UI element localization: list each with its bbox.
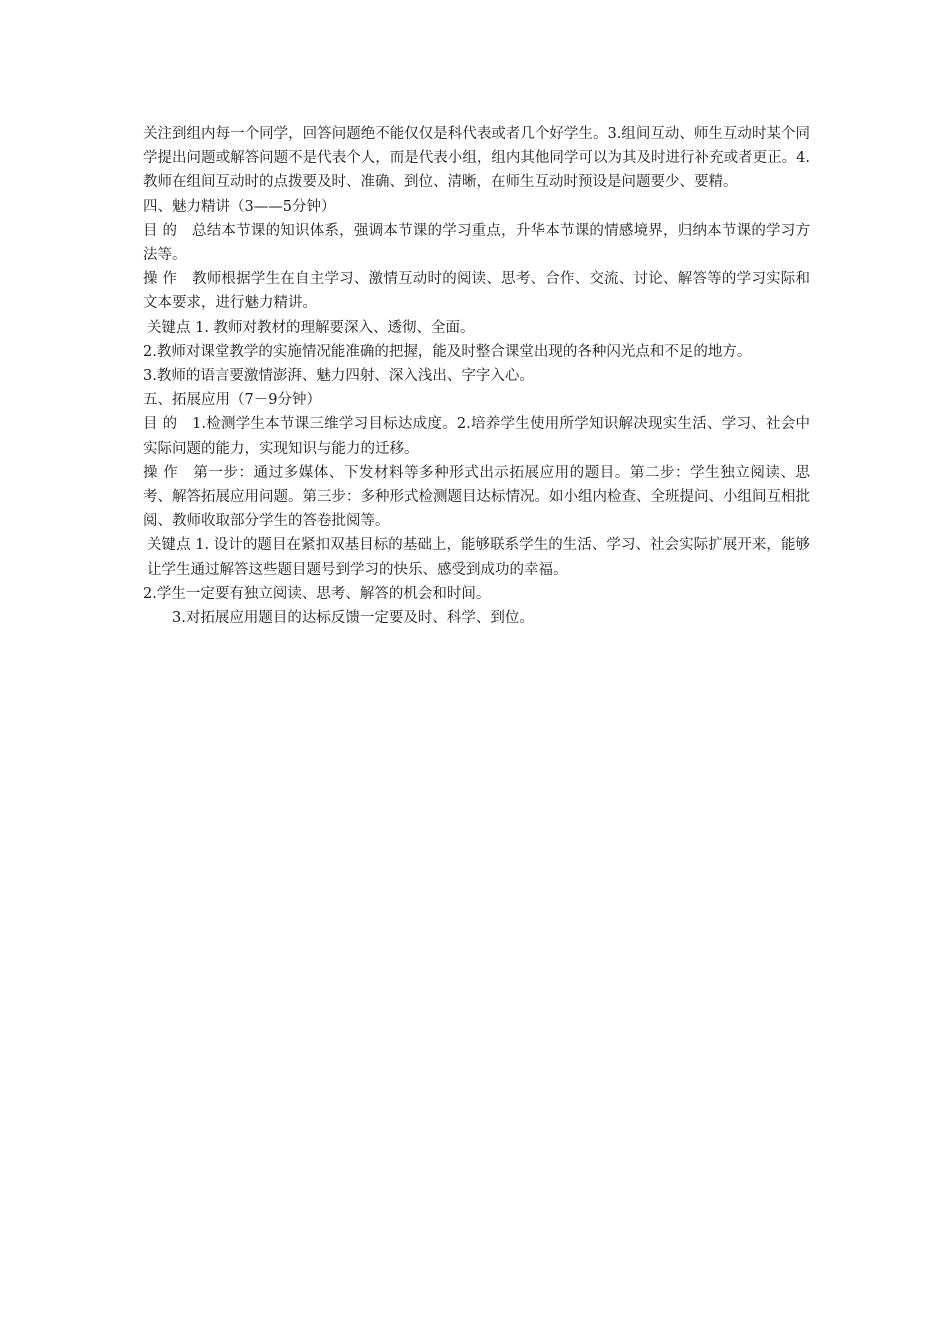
heading-section-four: 四、魅力精讲（3——5分钟） [143, 198, 336, 215]
heading-section-five: 五、拓展应用（7－9分钟） [143, 392, 321, 409]
paragraph-operation-five: 操 作 第一步：通过多媒体、下发材料等多种形式出示拓展应用的题目。第二步：学生独立阅读、思考、解答拓展应用问题。第三步：多种形式检测题目达标情况。如小组内检查、全班提问、小组间互相批阅、教师收取部分学生的答卷批阅等。 [143, 464, 810, 530]
paragraph-keypoint-four-1: 关键点 1. 教师对教材的理解要深入、透彻、全面。 [147, 319, 475, 336]
document-page [143, 122, 810, 630]
paragraph-purpose-four: 目 的 总结本节课的知识体系，强调本节课的学习重点，升华本节课的情感境界，归纳本节课的学习方法等。 [143, 222, 810, 264]
paragraph-group-interaction: 关注到组内每一个同学，回答问题绝不能仅仅是科代表或者几个好学生。3.组间互动、师生互动时某个同学提出问题或解答问题不是代表个人，而是代表小组，组内其他同学可以为其及时进行补充或者更正。4.教师在组间互动时的点拨要及时、准确、到位、清晰，在师生互动时预设是问题要少、要精。 [143, 126, 810, 191]
paragraph-keypoint-five-2: 2.学生一定要有独立阅读、思考、解答的机会和时间。 [143, 585, 491, 602]
paragraph-operation-four: 操 作 教师根据学生在自主学习、激情互动时的阅读、思考、合作、交流、讨论、解答等的学习实际和文本要求，进行魅力精讲。 [143, 271, 810, 312]
paragraph-keypoint-four-3: 3.教师的语言要激情澎湃、魅力四射、深入浅出、字字入心。 [143, 368, 534, 385]
paragraph-keypoint-five-1: 关键点 1. 设计的题目在紧扣双基目标的基础上，能够联系学生的生活、学习、社会实际扩展开来，能够让学生通过解答这些题目题号到学习的快乐、感受到成功的幸福。 [147, 537, 810, 578]
paragraph-keypoint-four-2: 2.教师对课堂教学的实施情况能准确的把握，能及时整合课堂出现的各种闪光点和不足的地方。 [143, 343, 752, 360]
paragraph-purpose-five: 目 的 1.检测学生本节课三维学习目标达成度。2.培养学生使用所学知识解决现实生活、学习、社会中实际问题的能力，实现知识与能力的迁移。 [143, 416, 810, 457]
paragraph-keypoint-five-3: 3.对拓展应用题目的达标反馈一定要及时、科学、到位。 [172, 610, 534, 627]
